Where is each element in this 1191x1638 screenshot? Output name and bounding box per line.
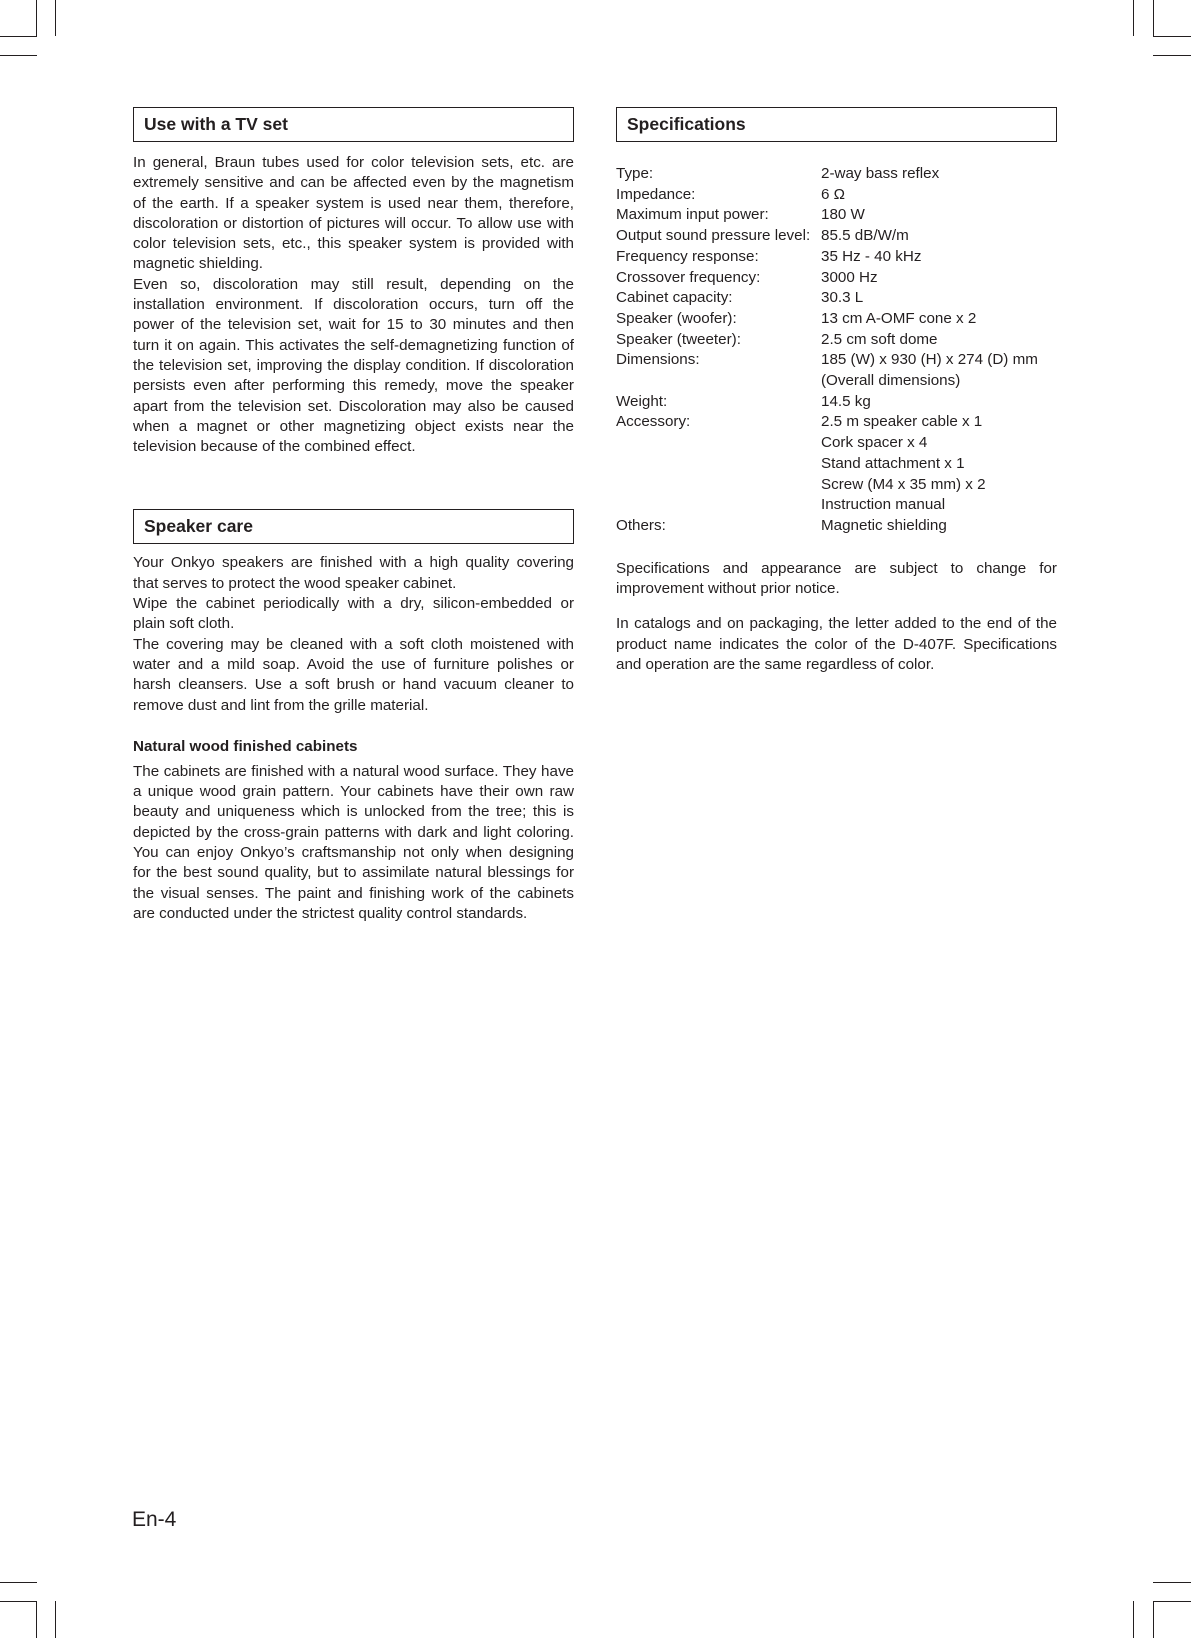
spec-row xyxy=(616,495,1038,516)
spec-row xyxy=(616,433,1038,454)
spec-label: Accessory: xyxy=(616,413,691,431)
crop-mark xyxy=(1133,1601,1134,1638)
spec-value: 180 W xyxy=(821,206,865,224)
page-number: En-4 xyxy=(132,1508,177,1531)
crop-mark xyxy=(1153,0,1154,36)
tv-section-heading xyxy=(133,107,574,142)
spec-value: 14.5 kg xyxy=(821,392,871,410)
spec-label: Others: xyxy=(616,516,666,534)
spec-table xyxy=(616,164,1038,537)
crop-mark xyxy=(55,0,56,36)
spec-value: 3000 Hz xyxy=(821,268,878,286)
care-section-title: Speaker care xyxy=(144,516,253,537)
tv-section-title: Use with a TV set xyxy=(144,114,288,134)
crop-mark xyxy=(55,1601,56,1638)
care-paragraph-3: The covering may be cleaned with a soft cloth moistened with water and a mild soap. Avoid the use of furniture polishes or harsh cleansers. Use a soft brush or hand vacuum cleaner to remove dust and lint from the grille material. xyxy=(133,635,574,714)
spec-value: 185 (W) x 930 (H) x 274 (D) mm xyxy=(821,351,1038,369)
left-column xyxy=(133,107,574,924)
spec-value: 2-way bass reflex xyxy=(821,165,940,182)
spec-label: Weight: xyxy=(616,392,668,410)
spec-value: 30.3 L xyxy=(821,289,864,307)
spec-row xyxy=(616,350,1038,371)
care-section-heading xyxy=(133,509,574,544)
spec-value: 35 Hz - 40 kHz xyxy=(821,247,922,265)
spec-row xyxy=(616,164,1038,185)
spec-note-1: Specifications and appearance are subject to change for improvement without prior notice. xyxy=(616,559,1057,597)
spec-note-2: In catalogs and on packaging, the letter added to the end of the product name indicates the color of the D-407F. Specifications and operation are the same regardless of color. xyxy=(616,615,1057,673)
crop-mark xyxy=(1153,55,1191,56)
spec-section-title: Specifications xyxy=(627,114,746,134)
spec-label xyxy=(616,433,821,454)
spec-label xyxy=(616,495,821,516)
right-column xyxy=(616,107,1057,675)
crop-mark xyxy=(0,55,37,56)
spec-value: 13 cm A-OMF cone x 2 xyxy=(821,309,977,327)
spec-row xyxy=(616,516,1038,537)
spec-label: Frequency response: xyxy=(616,247,759,265)
spec-value: 6 Ω xyxy=(821,185,846,203)
spec-label: Type: xyxy=(616,165,654,182)
crop-mark xyxy=(1153,36,1191,37)
wood-paragraph: The cabinets are finished with a natural wood surface. They have a unique wood grain pattern. Your cabinets have their own raw beauty and uniqueness which is unlocked from the tree; this is depicted by the cross-grain patterns with dark and light coloring. You can enjoy Onkyo’s craftsmanship not only when designing for the best sound quality, but to assimilate natural blessings for the visual senses. The paint and finishing work of the cabinets are conducted under the strictest quality control standards. xyxy=(133,762,574,922)
spec-section-heading xyxy=(616,107,1057,142)
spec-row xyxy=(616,371,1038,392)
spec-value: 2.5 cm soft dome xyxy=(821,330,938,348)
crop-mark xyxy=(36,0,37,36)
spec-row xyxy=(616,309,1038,330)
spec-value: (Overall dimensions) xyxy=(821,372,961,390)
spec-label xyxy=(616,454,821,475)
crop-mark xyxy=(0,1601,37,1602)
spec-label: Cabinet capacity: xyxy=(616,289,733,307)
spec-value: Magnetic shielding xyxy=(821,516,947,534)
spec-label xyxy=(616,475,821,496)
crop-mark xyxy=(1133,0,1134,36)
spec-row xyxy=(616,288,1038,309)
crop-mark xyxy=(1153,1601,1191,1602)
spec-row xyxy=(616,392,1038,413)
crop-mark xyxy=(0,1582,37,1583)
spec-row xyxy=(616,268,1038,289)
spec-value: Instruction manual xyxy=(821,496,946,514)
spec-label: Impedance: xyxy=(616,185,696,203)
spec-row xyxy=(616,226,1038,247)
spec-row xyxy=(616,330,1038,351)
tv-paragraph-2: Even so, discoloration may still result, depending on the installation environment. If discoloration occurs, turn off the power of the television set, wait for 15 to 30 minutes and then turn it on again. This activates the self-demagnetizing function of the television set, improving the display condition. If discoloration persists even after performing this remedy, move the speaker apart from the television set. Discoloration may also be caused when a magnet or other magnetizing object exists near the television because of the combined effect. xyxy=(133,275,574,456)
spec-value: Screw (M4 x 35 mm) x 2 xyxy=(821,475,986,493)
spec-label: Speaker (woofer): xyxy=(616,309,737,327)
spec-label: Output sound pressure level: xyxy=(616,227,811,245)
spec-value: 2.5 m speaker cable x 1 xyxy=(821,413,983,431)
spec-label: Maximum input power: xyxy=(616,206,769,224)
spec-row xyxy=(616,185,1038,206)
spec-value: Stand attachment x 1 xyxy=(821,454,965,472)
spec-row xyxy=(616,454,1038,475)
spec-label xyxy=(616,371,821,392)
spec-row xyxy=(616,475,1038,496)
crop-mark xyxy=(1153,1582,1191,1583)
care-paragraph-2: Wipe the cabinet periodically with a dry, silicon-embedded or plain soft cloth. xyxy=(133,595,574,633)
wood-subheading: Natural wood finished cabinets xyxy=(133,737,358,755)
crop-mark xyxy=(36,1601,37,1638)
care-paragraph-1: Your Onkyo speakers are finished with a high quality covering that serves to protect the wood speaker cabinet. xyxy=(133,554,574,592)
spec-value: 85.5 dB/W/m xyxy=(821,227,909,245)
tv-paragraph-1: In general, Braun tubes used for color television sets, etc. are extremely sensitive and can be affected even by the magnetism of the earth. If a speaker system is used near them, therefore, discoloration or distortion of pictures will occur. To allow use with color television sets, etc., this speaker system is provided with magnetic shielding. xyxy=(133,154,574,273)
spec-label: Dimensions: xyxy=(616,351,700,369)
spec-row xyxy=(616,247,1038,268)
crop-mark xyxy=(1153,1601,1154,1638)
spec-row xyxy=(616,412,1038,433)
spec-label: Speaker (tweeter): xyxy=(616,330,741,348)
spec-label: Crossover frequency: xyxy=(616,268,761,286)
spec-row xyxy=(616,205,1038,226)
spec-value: Cork spacer x 4 xyxy=(821,434,928,452)
crop-mark xyxy=(0,36,37,37)
